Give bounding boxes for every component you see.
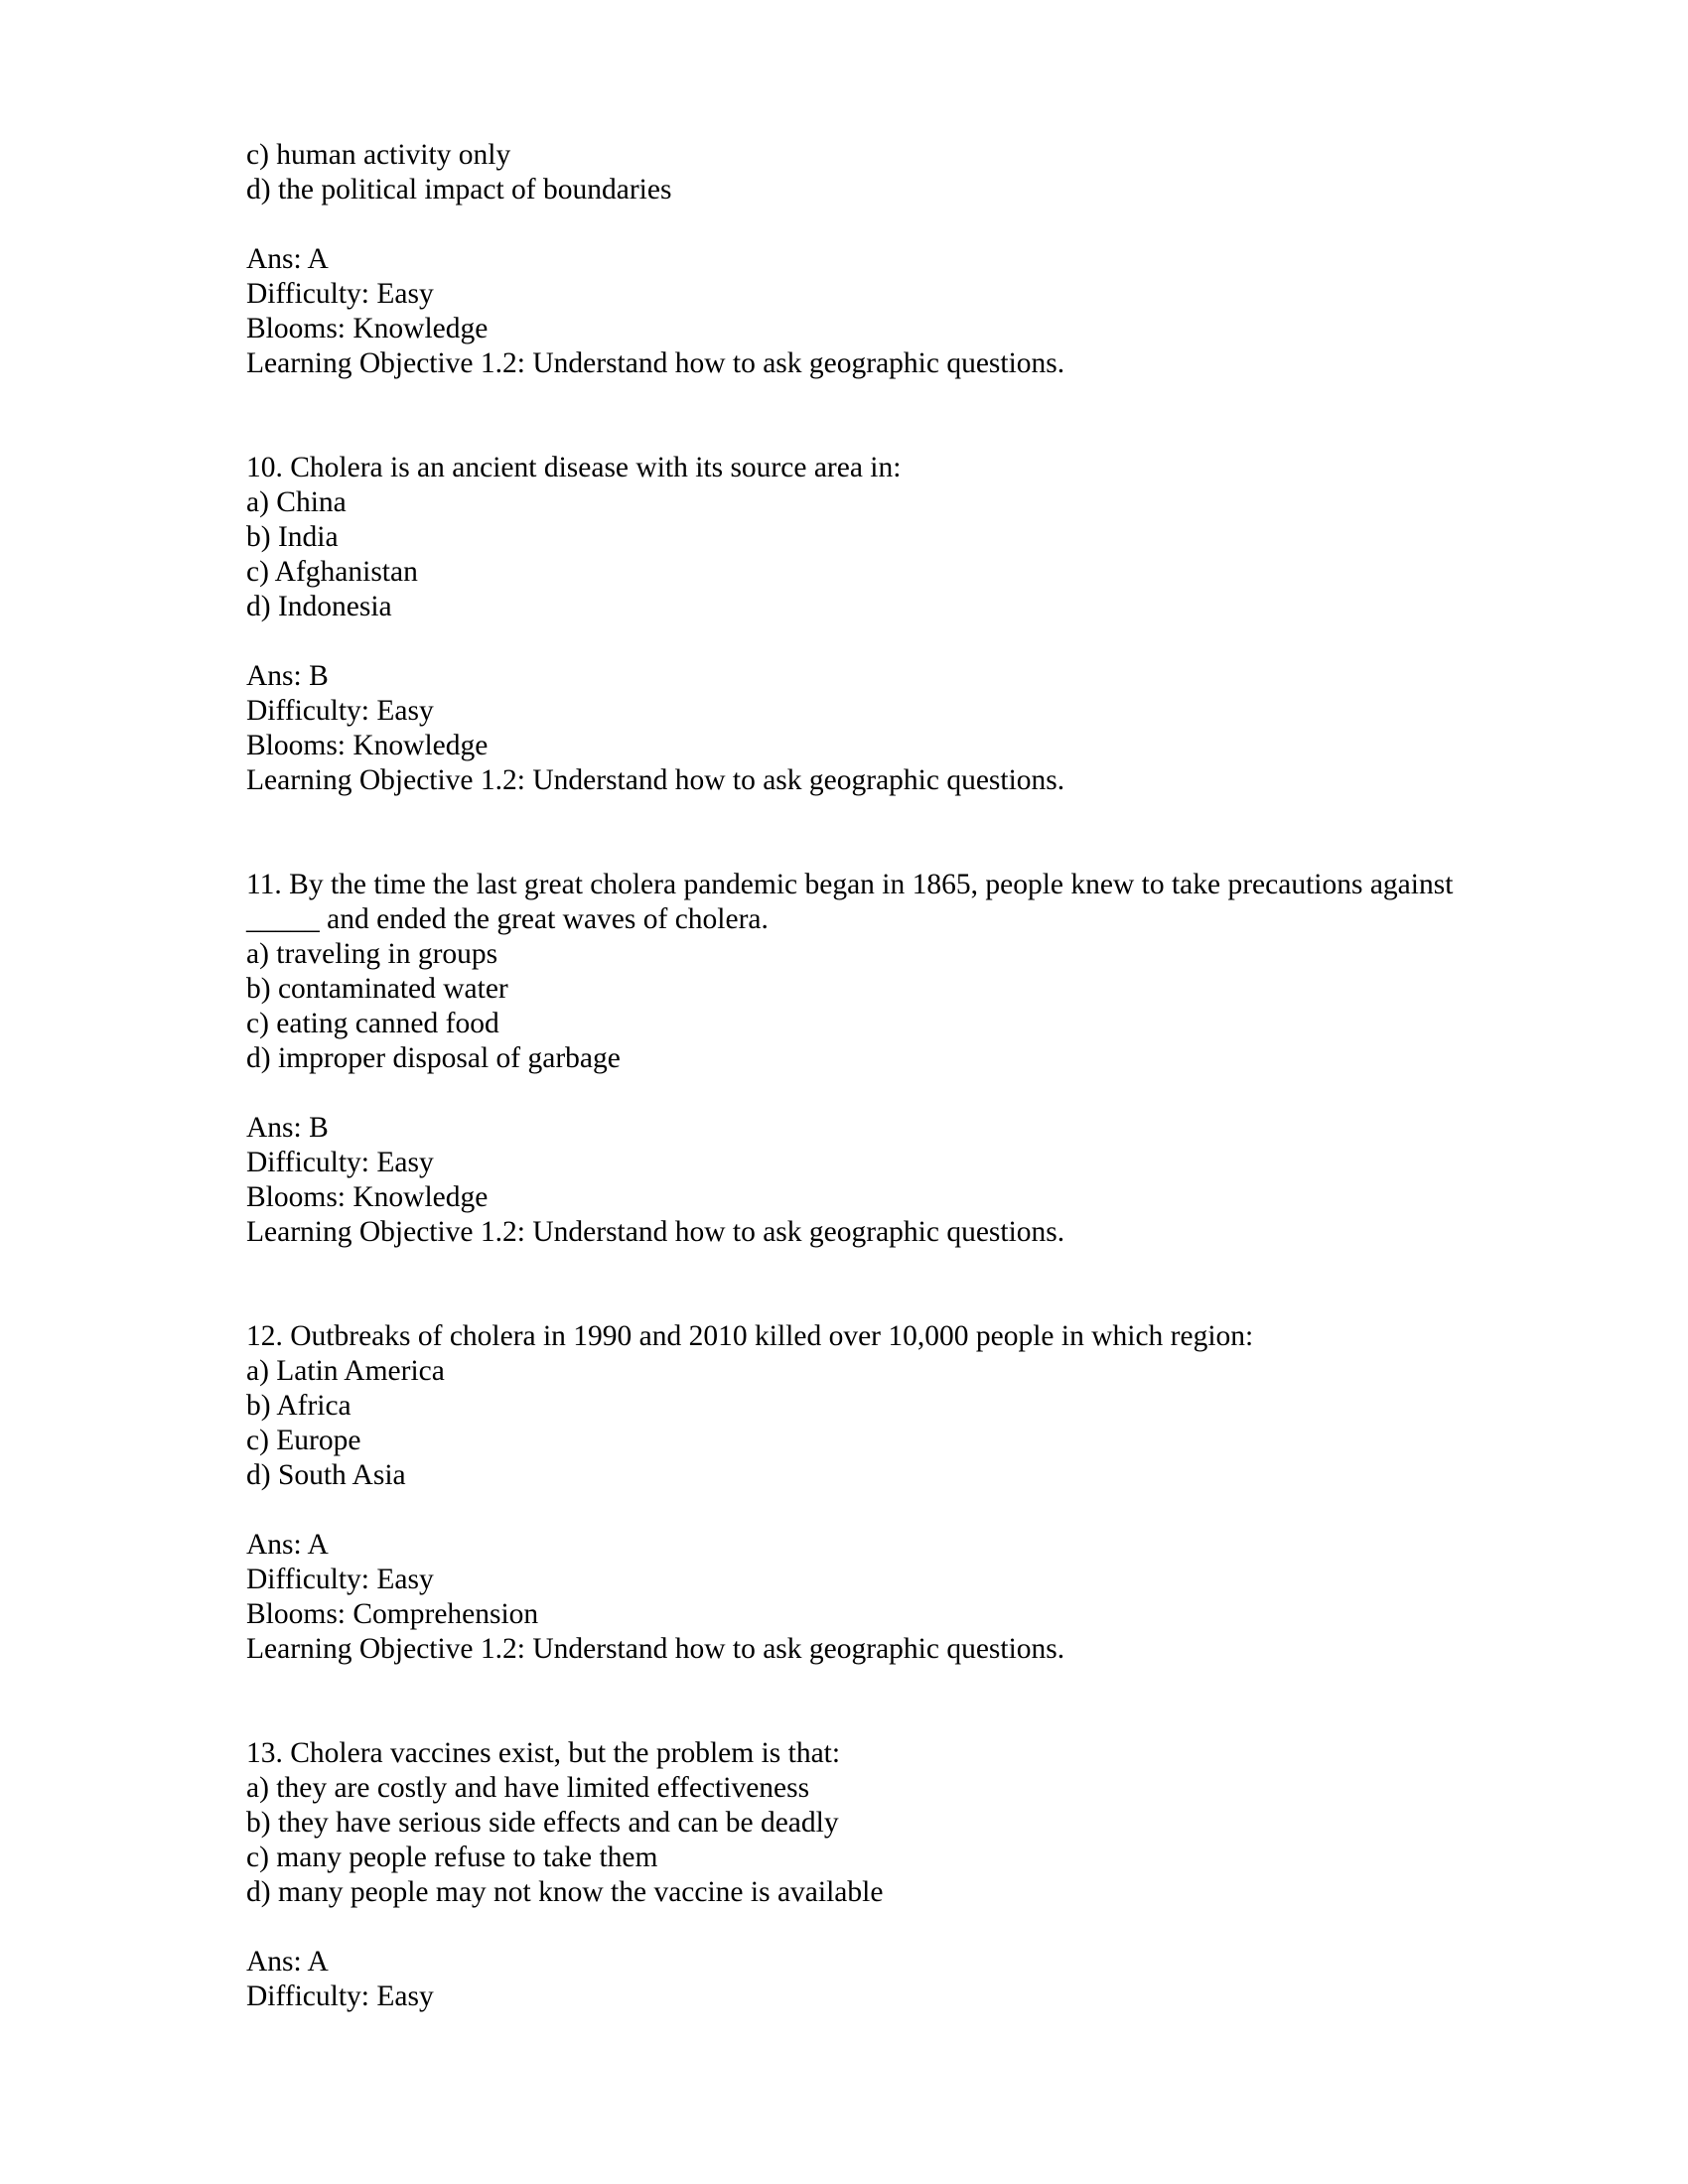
option-a: a) traveling in groups: [246, 938, 498, 970]
option-c: c) many people refuse to take them: [246, 1842, 658, 1873]
page-content: [246, 138, 1527, 2014]
answer: Ans: B: [246, 1112, 329, 1144]
difficulty: Difficulty: Easy: [246, 1564, 434, 1595]
blooms-level: Blooms: Knowledge: [246, 313, 489, 344]
difficulty: Difficulty: Easy: [246, 1980, 434, 2012]
learning-objective: Learning Objective 1.2: Understand how to ask geographic questions.: [246, 1216, 1065, 1248]
option-c: c) human activity only: [246, 139, 511, 171]
option-d: d) the political impact of boundaries: [246, 174, 672, 205]
question-stem: 13. Cholera vaccines exist, but the problem is that:: [246, 1737, 841, 1769]
answer: Ans: A: [246, 1946, 329, 1978]
answer: Ans: A: [246, 1529, 329, 1561]
option-c: c) eating canned food: [246, 1008, 499, 1039]
option-d: d) improper disposal of garbage: [246, 1042, 621, 1074]
question-stem: 12. Outbreaks of cholera in 1990 and 2010 killed over 10,000 people in which region:: [246, 1320, 1254, 1352]
option-b: b) they have serious side effects and can be deadly: [246, 1807, 839, 1839]
option-d: d) many people may not know the vaccine is available: [246, 1876, 884, 1908]
question-11: [246, 868, 1527, 1250]
difficulty: Difficulty: Easy: [246, 695, 434, 727]
option-d: d) Indonesia: [246, 591, 392, 622]
question-10: [246, 451, 1527, 798]
option-b: b) contaminated water: [246, 973, 508, 1005]
question-stem-line-2: _____ and ended the great waves of cholera.: [246, 903, 769, 935]
difficulty: Difficulty: Easy: [246, 278, 434, 310]
blooms-level: Blooms: Knowledge: [246, 730, 489, 761]
option-b: b) India: [246, 521, 339, 553]
learning-objective: Learning Objective 1.2: Understand how to ask geographic questions.: [246, 764, 1065, 796]
option-a: a) Latin America: [246, 1355, 445, 1387]
difficulty: Difficulty: Easy: [246, 1147, 434, 1178]
question-stem-line-1: 11. By the time the last great cholera pandemic began in 1865, people knew to take precautions against: [246, 869, 1454, 900]
question-9-tail: [246, 138, 1527, 381]
option-a: a) they are costly and have limited effectiveness: [246, 1772, 810, 1804]
question-13: [246, 1736, 1527, 2014]
option-c: c) Afghanistan: [246, 556, 418, 588]
question-12: [246, 1319, 1527, 1667]
option-c: c) Europe: [246, 1425, 361, 1456]
question-stem: 10. Cholera is an ancient disease with its source area in:: [246, 452, 902, 483]
answer: Ans: A: [246, 243, 329, 275]
option-d: d) South Asia: [246, 1459, 406, 1491]
answer: Ans: B: [246, 660, 329, 692]
learning-objective: Learning Objective 1.2: Understand how to ask geographic questions.: [246, 347, 1065, 379]
blooms-level: Blooms: Comprehension: [246, 1598, 539, 1630]
learning-objective: Learning Objective 1.2: Understand how to ask geographic questions.: [246, 1633, 1065, 1665]
option-a: a) China: [246, 486, 347, 518]
blooms-level: Blooms: Knowledge: [246, 1181, 489, 1213]
option-b: b) Africa: [246, 1390, 352, 1422]
